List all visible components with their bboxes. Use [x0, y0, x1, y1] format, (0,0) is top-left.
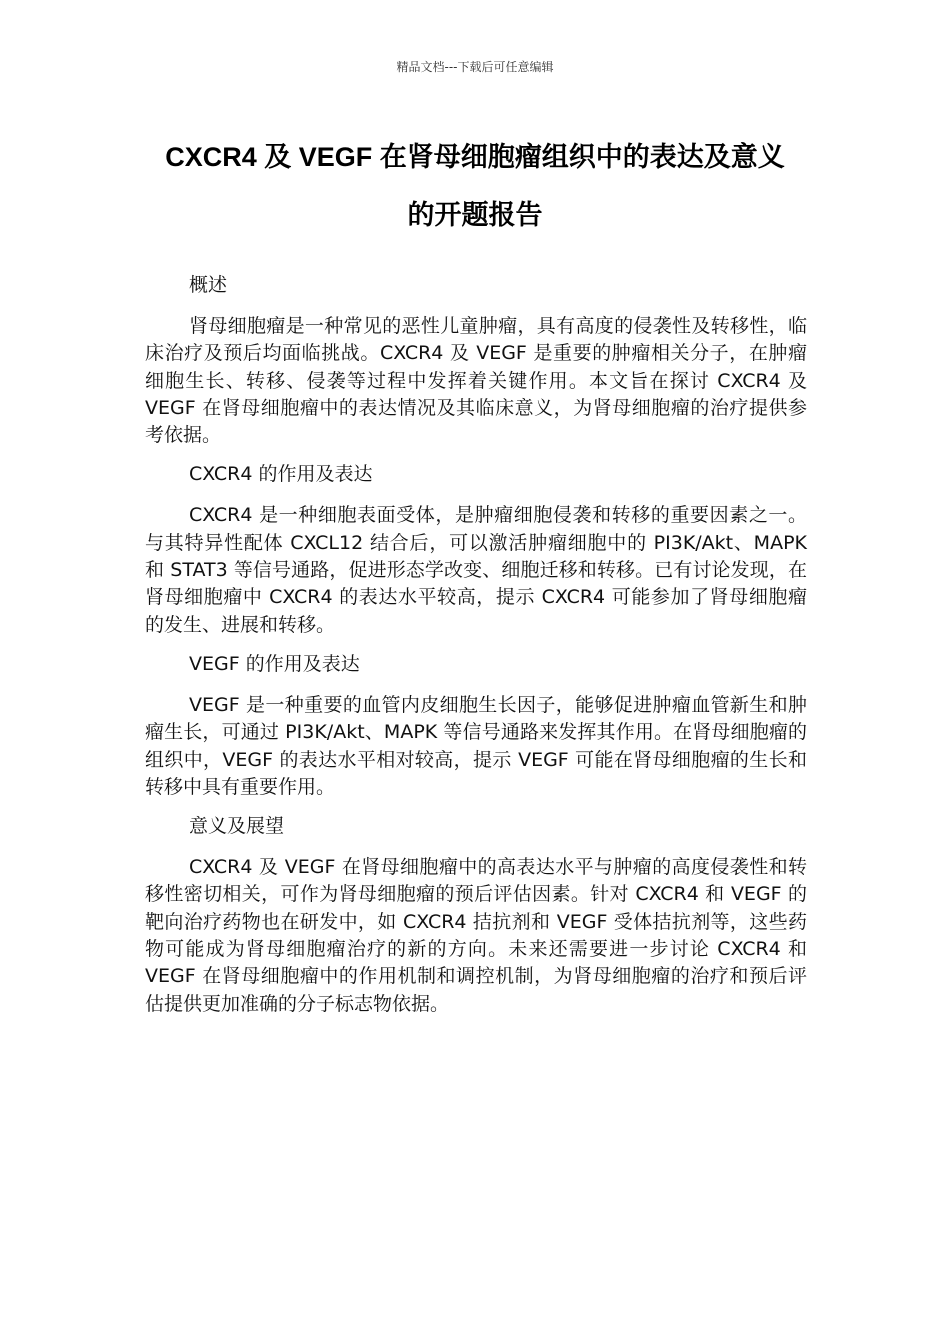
section-heading-overview: 概述	[189, 274, 228, 296]
document-title	[140, 128, 810, 244]
title-line-1: CXCR4 及 VEGF 在肾母细胞瘤组织中的表达及意义	[165, 142, 785, 172]
header-note: 精品文档---下载后可任意编辑	[396, 60, 554, 74]
section-heading-cxcr4: CXCR4 的作用及表达	[189, 463, 373, 486]
section-paragraph-overview: 肾母细胞瘤是一种常见的恶性儿童肿瘤，具有高度的侵袭性及转移性，临床治疗及预后均面临挑战。CXCR4 及 VEGF 是重要的肿瘤相关分子，在肿瘤细胞生长、转移、侵袭等过程中发挥着关键作用。本文旨在探讨 CXCR4 及 VEGF 在肾母细胞瘤中的表达情况及其临床意义，为肾母细胞瘤的治疗提供参考依据。	[145, 315, 807, 447]
document-body	[145, 272, 807, 1030]
section-heading-significance: 意义及展望	[189, 815, 285, 838]
section-paragraph-vegf: VEGF 是一种重要的血管内皮细胞生长因子，能够促进肿瘤血管新生和肿瘤生长，可通过 PI3K/Akt、MAPK 等信号通路来发挥其作用。在肾母细胞瘤的组织中，VEGF 的表达水平相对较高，提示 VEGF 可能在肾母细胞瘤的生长和转移中具有重要作用。	[145, 693, 807, 798]
section-heading-vegf: VEGF 的作用及表达	[189, 652, 360, 675]
section-paragraph-significance: CXCR4 及 VEGF 在肾母细胞瘤中的高表达水平与肿瘤的高度侵袭性和转移性密切相关，可作为肾母细胞瘤的预后评估因素。针对 CXCR4 和 VEGF 的靶向治疗药物也在研发中，如 CXCR4 拮抗剂和 VEGF 受体拮抗剂等，这些药物可能成为肾母细胞瘤治疗的新的方向。未来还需要进一步讨论 CXCR4 和 VEGF 在肾母细胞瘤中的作用机制和调控机制，为肾母细胞瘤的治疗和预后评估提供更加准确的分子标志物依据。	[145, 856, 807, 1015]
title-line-2: 的开题报告	[407, 200, 543, 230]
section-paragraph-cxcr4: CXCR4 是一种细胞表面受体，是肿瘤细胞侵袭和转移的重要因素之一。与其特异性配体 CXCL12 结合后，可以激活肿瘤细胞中的 PI3K/Akt、MAPK 和 STAT3 等信号通路，促进形态学改变、细胞迁移和转移。已有讨论发现，在肾母细胞瘤中 CXCR4 的表达水平较高，提示 CXCR4 可能参加了肾母细胞瘤的发生、进展和转移。	[145, 504, 807, 636]
